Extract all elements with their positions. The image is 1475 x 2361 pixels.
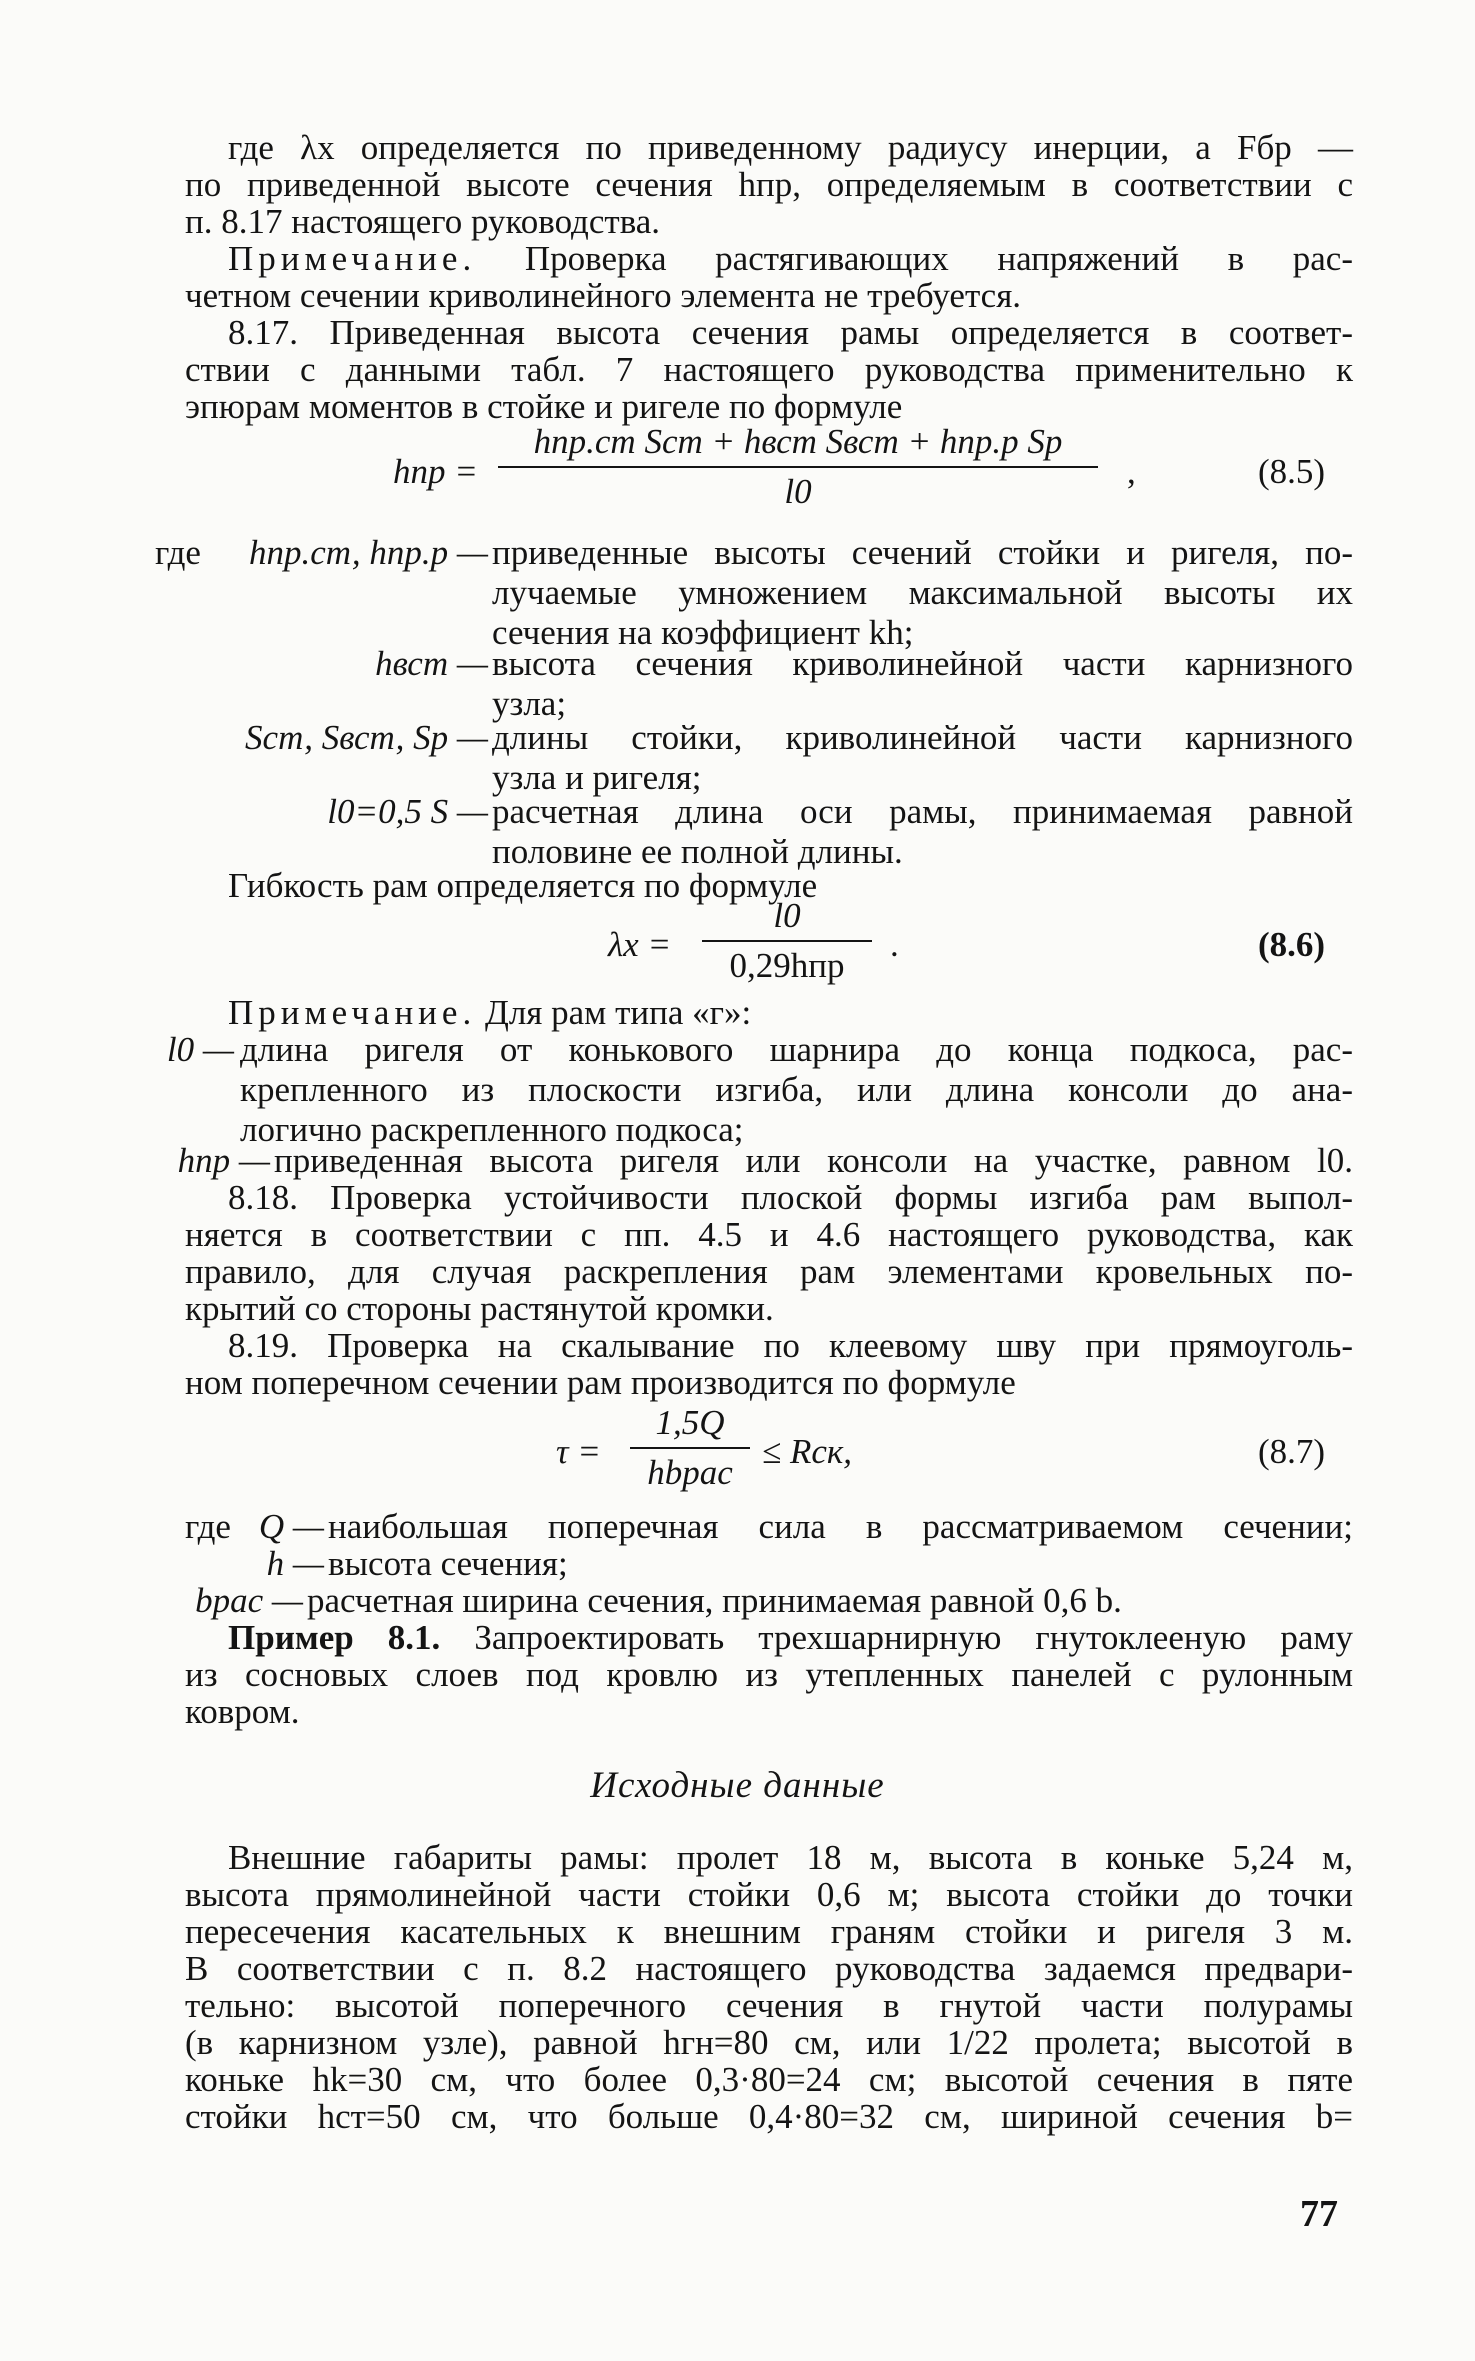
def-line: расчетная ширина сечения, принимаемая равной 0,6 b. xyxy=(307,1581,1122,1620)
def-line: высота сечения; xyxy=(328,1544,568,1583)
text-line: крытий со стороны растянутой кромки. xyxy=(185,1289,774,1328)
text-line: ствии с данными табл. 7 настоящего руководства применительно к xyxy=(185,350,1353,389)
def-line: приведенные высоты сечений стойки и ригеля, по- xyxy=(492,533,1353,572)
def-text xyxy=(274,1141,1353,1181)
def-line: узла и ригеля; xyxy=(492,758,702,797)
text-line: 8.17. Приведенная высота сечения рамы определяется в соответ- xyxy=(228,313,1353,352)
def-term: hпр.ст, hпр.р — xyxy=(248,533,488,572)
def-term: hвст — xyxy=(375,644,488,683)
text-line: п. 8.17 настоящего руководства. xyxy=(185,202,661,241)
text-line: 8.19. Проверка на скалывание по клеевому шву при прямоуголь- xyxy=(228,1326,1353,1365)
text-line: по приведенной высоте сечения hпр, определяемым в соответствии с xyxy=(185,165,1353,204)
def-line: приведенная высота ригеля или консоли на участке, равном l0. xyxy=(274,1141,1353,1180)
text-line: (в карнизном узле), равной hгн=80 см, или 1/22 пролета; высотой в xyxy=(185,2023,1353,2062)
text-line: В соответствии с п. 8.2 настоящего руководства задаемся предвари- xyxy=(185,1949,1353,1988)
def-term: Sст, Sвст, Sр — xyxy=(245,718,488,757)
def-term: h — xyxy=(266,1544,324,1583)
def-text xyxy=(307,1581,1353,1621)
def-line: высота сечения криволинейной части карнизного xyxy=(492,644,1353,683)
text-line: тельно: высотой поперечного сечения в гнутой части полурамы xyxy=(185,1986,1353,2025)
formula-lhs: hпр = xyxy=(393,452,478,491)
def-line: узла; xyxy=(492,684,567,723)
note-text: Для рам типа «г»: xyxy=(484,993,752,1032)
text-line: 8.18. Проверка устойчивости плоской формы изгиба рам выпол- xyxy=(228,1178,1353,1217)
def-term: Q — xyxy=(258,1507,324,1546)
example-label: Пример 8.1. xyxy=(228,1618,441,1657)
def-line: наибольшая поперечная сила в рассматриваемом сечении; xyxy=(328,1507,1353,1546)
note-line xyxy=(228,993,751,1033)
def-text xyxy=(492,718,1353,798)
def-text xyxy=(492,644,1353,724)
text-line: няется в соответствии с пп. 4.5 и 4.6 настоящего руководства, как xyxy=(185,1215,1353,1254)
formula-number: (8.6) xyxy=(1258,925,1326,964)
defs-intro: где xyxy=(185,1507,231,1546)
text-line: стойки hст=50 см, что больше 0,4·80=32 см, шириной сечения b= xyxy=(185,2097,1353,2136)
text-line: четном сечении криволинейного элемента не требуется. xyxy=(185,276,1022,315)
text-line: где λx определяется по приведенному радиусу инерции, а Fбр — xyxy=(228,128,1353,167)
formula-fraction xyxy=(702,896,872,986)
def-text xyxy=(328,1507,1353,1547)
fraction-bar xyxy=(702,940,872,942)
note-text: Проверка растягивающих напряжений в рас- xyxy=(524,239,1353,278)
def-line: расчетная длина оси рамы, принимаемая равной xyxy=(492,792,1353,831)
text-line: из сосновых слоев под кровлю из утепленных панелей с рулонным xyxy=(185,1655,1353,1694)
def-text xyxy=(240,1030,1353,1150)
fraction-bar xyxy=(630,1447,750,1449)
def-line: лучаемые умножением максимальной высоты их xyxy=(492,573,1353,612)
text-line: эпюрам моментов в стойке и ригеле по формуле xyxy=(185,387,903,426)
def-term: bрас — xyxy=(195,1581,303,1620)
formula-fraction xyxy=(498,422,1098,512)
note-line xyxy=(228,239,1353,279)
formula-lhs: λx = xyxy=(608,925,672,964)
def-term: l0=0,5 S — xyxy=(327,792,488,831)
text-line: высота прямолинейной части стойки 0,6 м; высота стойки до точки xyxy=(185,1875,1353,1914)
def-term: hпр — xyxy=(177,1141,270,1180)
def-line: сечения на коэффициент kh; xyxy=(492,613,914,652)
text-line: ковром. xyxy=(185,1692,300,1731)
formula-comma: , xyxy=(1127,452,1136,491)
def-text xyxy=(492,533,1353,653)
text-line: коньке hk=30 см, что более 0,3·80=24 см; высотой сечения в пяте xyxy=(185,2060,1353,2099)
def-line: длина ригеля от конькового шарнира до конца подкоса, рас- xyxy=(240,1030,1353,1069)
def-line: крепленного из плоскости изгиба, или длина консоли до ана- xyxy=(240,1070,1353,1109)
formula-denominator: 0,29hпр xyxy=(729,946,845,985)
formula-denominator: l0 xyxy=(784,472,812,511)
def-line: логично раскрепленного подкоса; xyxy=(240,1110,744,1149)
note-label: Примечание. xyxy=(228,993,477,1032)
formula-fraction xyxy=(630,1403,750,1493)
note-label: Примечание. xyxy=(228,239,477,278)
def-line: половине ее полной длины. xyxy=(492,832,903,871)
formula-dot: . xyxy=(890,925,899,964)
def-text xyxy=(492,792,1353,872)
section-heading: Исходные данные xyxy=(590,1765,885,1806)
text-line: Гибкость рам определяется по формуле xyxy=(228,866,818,905)
text-line: пересечения касательных к внешним граням стойки и ригеля 3 м. xyxy=(185,1912,1353,1951)
text-line: ном поперечном сечении рам производится по формуле xyxy=(185,1363,1016,1402)
formula-numerator: 1,5Q xyxy=(655,1403,725,1442)
text-line: Внешние габариты рамы: пролет 18 м, высота в коньке 5,24 м, xyxy=(228,1838,1353,1877)
def-text xyxy=(328,1544,1353,1584)
formula-denominator: hbрас xyxy=(647,1453,733,1492)
example-text: Запроектировать трехшарнирную гнутоклееную раму xyxy=(474,1618,1354,1657)
formula-rhs: ≤ Rск, xyxy=(762,1432,852,1471)
fraction-bar xyxy=(498,466,1098,468)
def-line: длины стойки, криволинейной части карнизного xyxy=(492,718,1353,757)
defs-intro: где xyxy=(155,533,201,572)
formula-number: (8.5) xyxy=(1258,452,1326,491)
formula-number: (8.7) xyxy=(1258,1432,1326,1471)
example-line xyxy=(228,1618,1353,1658)
text-line: правило, для случая раскрепления рам элементами кровельных по- xyxy=(185,1252,1353,1291)
formula-lhs: τ = xyxy=(556,1432,601,1471)
def-term: l0 — xyxy=(166,1030,234,1069)
formula-numerator: hпр.ст Sст + hвст Sвст + hпр.р Sр xyxy=(533,422,1063,461)
formula-numerator: l0 xyxy=(773,896,801,935)
page-number: 77 xyxy=(1300,2193,1338,2235)
